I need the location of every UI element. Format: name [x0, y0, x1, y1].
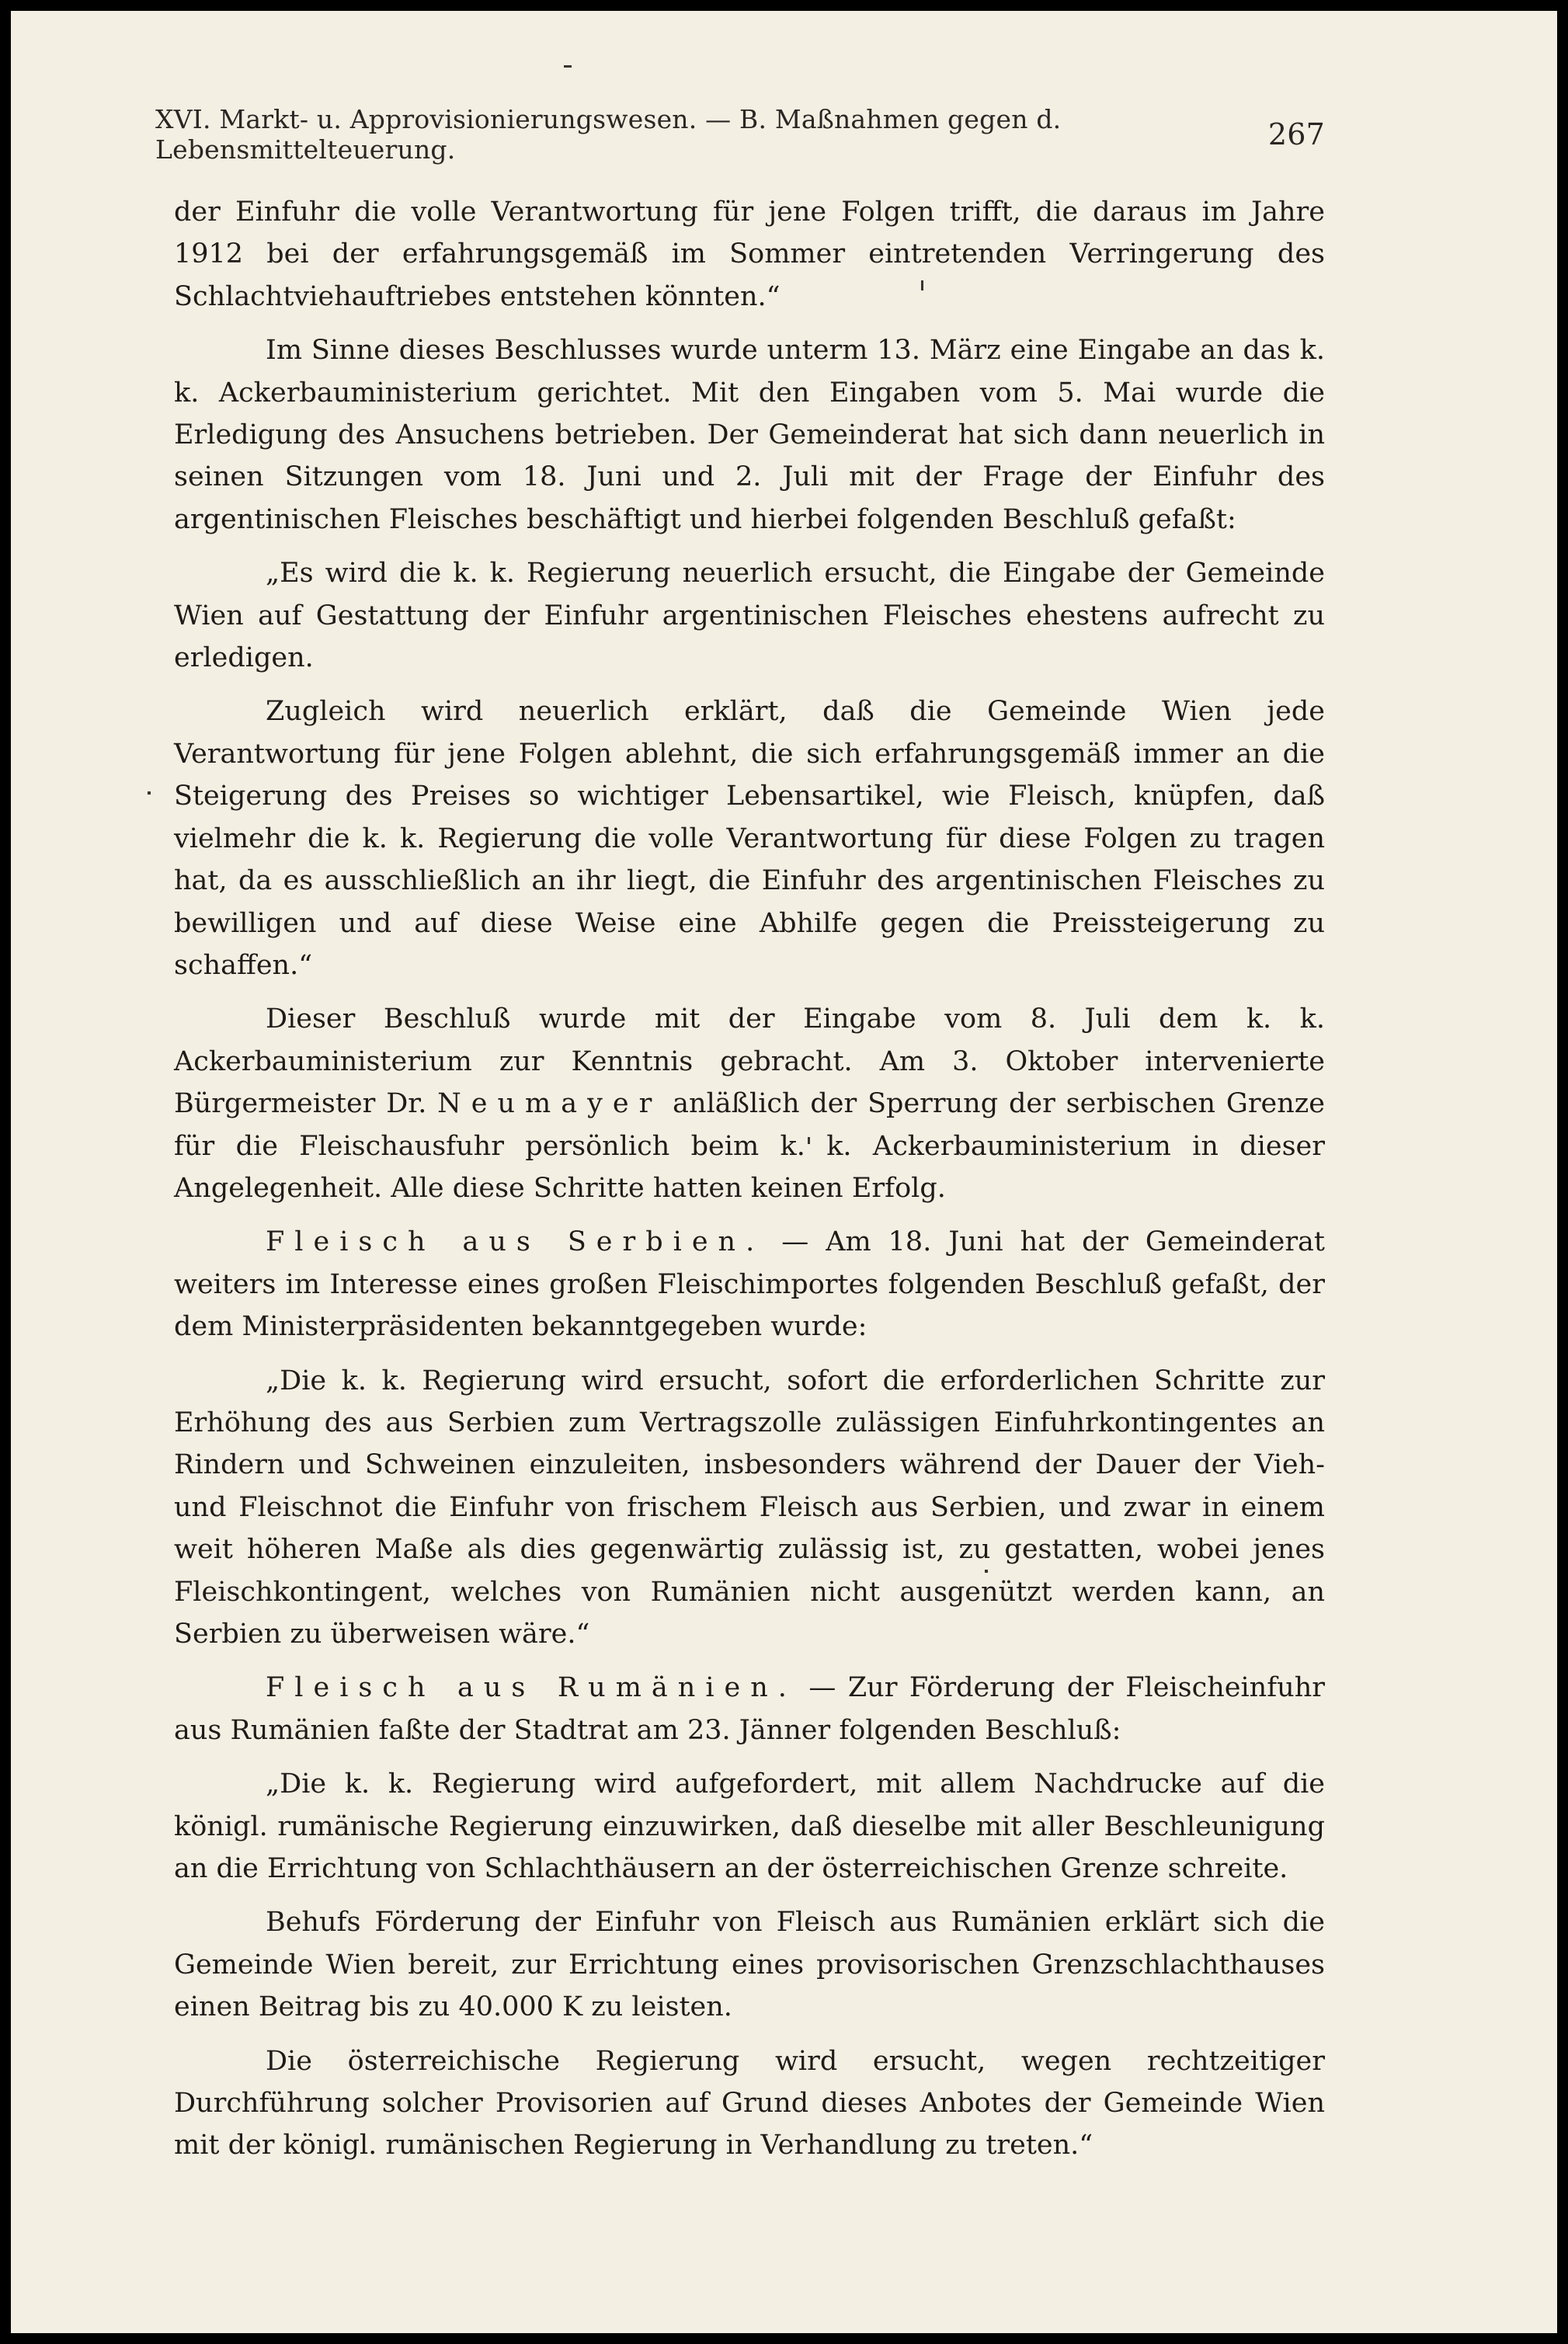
- running-title: XVI. Markt- u. Approvisionierungswesen. — B. Maßnahmen gegen d. Lebensmittelteuerung.: [155, 104, 1062, 165]
- section-text-rumaenien: — Zur Förderung der Fleischeinfuhr aus Rumänien faßte der Stadtrat am 23. Jänner folgenden Beschluß:: [174, 1672, 1325, 1746]
- section-fleisch-serbien: [174, 1221, 1325, 1348]
- quote-regierung-ersucht: „Es wird die k. k. Regierung neuerlich ersucht, die Eingabe der Gemeinde Wien auf Gestattung der Einfuhr argentinischen Fleisches ehestens aufrecht zu erledigen.: [174, 558, 1325, 674]
- print-speck: [564, 65, 572, 68]
- section-text-serbien: — Am 18. Juni hat der Gemeinderat weiters im Interesse eines großen Fleischimportes folgenden Beschluß gefaßt, der dem Ministerpräsidenten bekanntgegeben wurde:: [174, 1226, 1325, 1343]
- paragraph-continuation: der Einfuhr die volle Verantwortung für jene Folgen trifft, die daraus im Jahre 1912 bei der erfahrungsgemäß im Sommer eintretenden Verringerung des Schlachtviehauftriebes entstehen könnten.“: [174, 196, 1325, 312]
- paragraph-text-a: Dieser Beschluß wurde mit der Eingabe vom 8. Juli dem k. k. Ackerbauministerium zur Kenntnis gebracht. Am 3. Oktober intervenierte Bürgermeister Dr.: [174, 1003, 1325, 1120]
- section-heading-rumaenien: Fleisch aus Rumänien.: [266, 1672, 797, 1704]
- paragraph-eingabe-maerz: Im Sinne dieses Beschlusses wurde unterm 13. März eine Eingabe an das k. k. Ackerbauministerium gerichtet. Mit den Eingaben vom 5. Mai wurde die Erledigung des Ansuchens betrieben. Der Gemeinderat hat sich dann neuerlich in seinen Sitzungen vom 18. Juni und 2. Juli mit der Frage der Einfuhr des argentinischen Fleisches beschäftigt und hierbei folgenden Beschluß gefaßt:: [174, 335, 1325, 535]
- paragraph-verhandlung: Die österreichische Regierung wird ersucht, wegen rechtzeitiger Durchführung solcher Provisorien auf Grund dieses Anbotes der Gemeinde Wien mit der königl. rumänischen Regierung in Verhandlung zu treten.“: [174, 2045, 1325, 2161]
- running-header: [155, 104, 1325, 165]
- page-number: 267: [1267, 117, 1325, 151]
- quote-serbien-kontingent: „Die k. k. Regierung wird ersucht, sofort die erforderlichen Schritte zur Erhöhung des aus Serbien zum Vertragszolle zulässigen Einfuhrkontingentes an Rindern und Schweinen einzuleiten, insbesonders während der Dauer der Vieh- und Fleischnot die Einfuhr von frischem Fleisch aus Serbien, und zwar in einem weit höheren Maße als dies gegenwärtig zulässig ist, zu gestatten, wobei jenes Fleischkontingent, welches von Rumänien nicht ausgenützt werden kann, an Serbien zu überweisen wäre.“: [174, 1365, 1325, 1650]
- quote-verantwortung: Zugleich wird neuerlich erklärt, daß die Gemeinde Wien jede Verantwortung für jene Folgen ablehnt, die sich erfahrungsgemäß immer an die Steigerung des Preises so wichtiger Lebensartikel, wie Fleisch, knüpfen, daß vielmehr die k. k. Regierung die volle Verantwortung für diese Folgen zu tragen hat, da es ausschließlich an ihr liegt, die Einfuhr des argentinischen Fleisches zu bewilligen und auf diese Weise eine Abhilfe gegen die Preissteigerung zu schaffen.“: [174, 696, 1325, 981]
- print-speck: [148, 791, 151, 795]
- section-heading-serbien: Fleisch aus Serbien.: [266, 1226, 765, 1258]
- body-text: [174, 191, 1325, 2167]
- quote-schlachthaeuser: „Die k. k. Regierung wird aufgefordert, mit allem Nachdrucke auf die königl. rumänische Regierung einzuwirken, daß dieselbe mit aller Beschleunigung an die Errichtung von Schlachthäusern an der österreichischen Grenze schreite.: [174, 1768, 1325, 1885]
- person-name-neumayer: Neumayer: [437, 1088, 662, 1120]
- book-page: [11, 11, 1557, 2333]
- section-fleisch-rumaenien: [174, 1667, 1325, 1751]
- paragraph-text-b: anläßlich der Sperrung der serbischen Grenze für die Fleischausfuhr persönlich beim k. k. Ackerbauministerium in dieser Angelegenheit. Alle diese Schritte hatten keinen Erfolg.: [174, 1088, 1325, 1204]
- paragraph-beschluss-juli: [174, 998, 1325, 1209]
- paragraph-grenzschlachthaus: Behufs Förderung der Einfuhr von Fleisch aus Rumänien erklärt sich die Gemeinde Wien bereit, zur Errichtung eines provisorischen Grenzschlachthauses einen Beitrag bis zu 40.000 K zu leisten.: [174, 1907, 1325, 2023]
